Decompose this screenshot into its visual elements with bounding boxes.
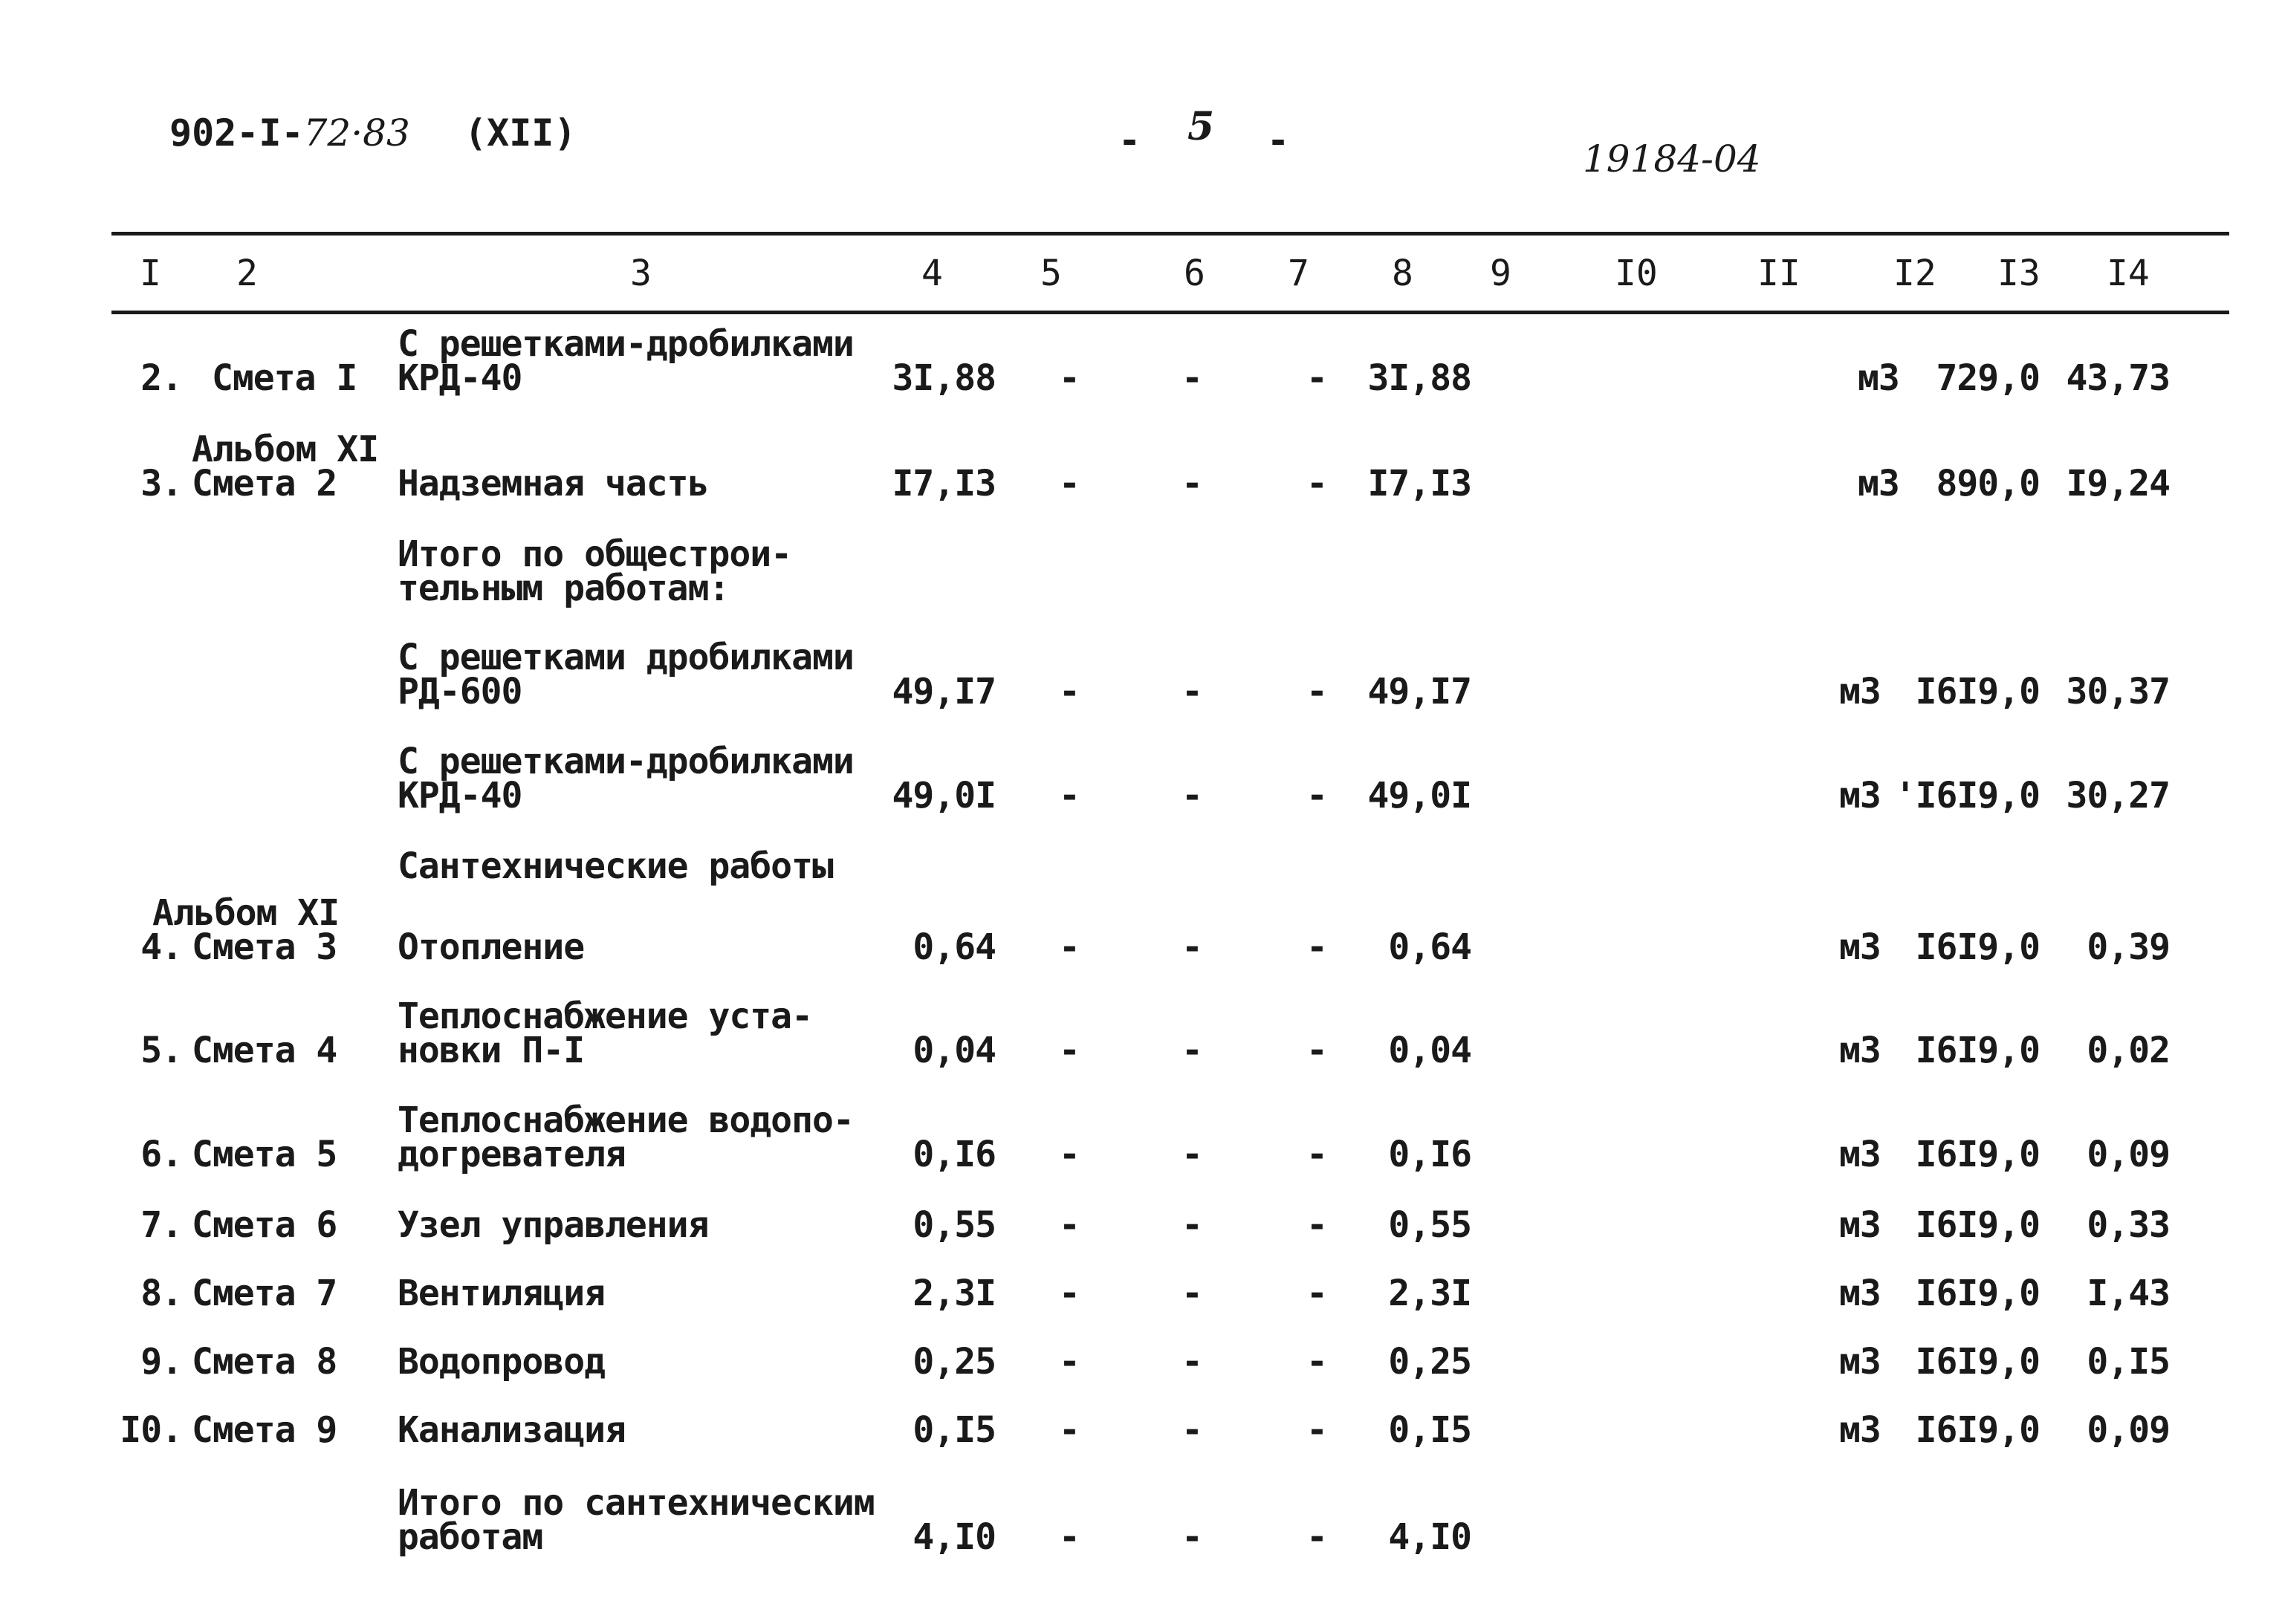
row-number: 6. — [140, 1134, 182, 1175]
work-description: Отопление — [398, 926, 585, 968]
unit-col-12: м3 — [1858, 463, 1899, 504]
row-number: 4. — [140, 926, 182, 968]
work-description-cont: тельным работам: — [398, 568, 730, 609]
value-col-7: - — [1306, 1134, 1327, 1175]
work-description: Итого по общестрои- — [398, 533, 792, 575]
value-col-6: - — [1181, 463, 1202, 504]
column-header-12: I2 — [1893, 253, 1936, 294]
unit-col-12: м3 — [1839, 1409, 1881, 1451]
document-code-printed: 902-I- — [169, 111, 304, 155]
value-col-8: 0,I6 — [1388, 1134, 1471, 1175]
volume-col-13: I6I9,0 — [1915, 1273, 2040, 1314]
value-col-7: - — [1306, 1516, 1327, 1558]
work-description: С решетками-дробилками — [398, 323, 854, 365]
value-col-5: - — [1059, 357, 1080, 399]
table-top-rule — [111, 232, 2229, 236]
value-col-8: 0,I5 — [1388, 1409, 1471, 1451]
value-col-7: - — [1306, 1204, 1327, 1246]
row-number: 2. — [140, 357, 182, 399]
unit-col-12: м3 — [1839, 1134, 1881, 1175]
value-col-7: - — [1306, 463, 1327, 504]
value-col-4: 0,64 — [913, 926, 996, 968]
album-reference: Альбом XI — [152, 892, 340, 934]
estimate-reference: Смета 4 — [192, 1030, 337, 1071]
value-col-6: - — [1181, 1409, 1202, 1451]
work-description: Узел управления — [398, 1204, 709, 1246]
volume-col-13: I6I9,0 — [1915, 1409, 2040, 1451]
value-col-7: - — [1306, 1409, 1327, 1451]
value-col-4: 49,I7 — [892, 671, 996, 712]
volume-col-13: 890,0 — [1936, 463, 2040, 504]
column-header-6: 6 — [1184, 253, 1205, 294]
value-col-4: 4,I0 — [913, 1516, 996, 1558]
column-header-10: I0 — [1615, 253, 1658, 294]
work-description-cont: РД-600 — [398, 671, 522, 712]
volume-col-13: I6I9,0 — [1915, 926, 2040, 968]
value-col-7: - — [1306, 1341, 1327, 1383]
value-col-8: 0,25 — [1388, 1341, 1471, 1383]
value-col-14: 0,09 — [2087, 1409, 2170, 1451]
work-description-cont: работам — [398, 1516, 543, 1558]
value-col-14: 0,39 — [2087, 926, 2170, 968]
work-description-cont: догревателя — [398, 1134, 626, 1175]
value-col-6: - — [1181, 357, 1202, 399]
value-col-5: - — [1059, 926, 1080, 968]
row-number: 9. — [140, 1341, 182, 1383]
row-number: 7. — [140, 1204, 182, 1246]
value-col-6: - — [1181, 1516, 1202, 1558]
page-dash-right: - — [1267, 119, 1290, 162]
row-number: 8. — [140, 1273, 182, 1314]
work-description: Итого по сантехническим — [398, 1482, 875, 1524]
unit-col-12: м3 — [1839, 671, 1881, 712]
volume-col-13: I6I9,0 — [1915, 671, 2040, 712]
value-col-14: 0,33 — [2087, 1204, 2170, 1246]
value-col-5: - — [1059, 1341, 1080, 1383]
row-number: 5. — [140, 1030, 182, 1071]
page-dash-left: - — [1118, 119, 1141, 162]
volume-col-13: 729,0 — [1936, 357, 2040, 399]
value-col-14: 0,09 — [2087, 1134, 2170, 1175]
value-col-8: 0,64 — [1388, 926, 1471, 968]
value-col-14: I9,24 — [2066, 463, 2170, 504]
document-code — [169, 111, 410, 155]
work-description: Надземная часть — [398, 463, 709, 504]
column-header-7: 7 — [1288, 253, 1309, 294]
work-description-cont: КРД-40 — [398, 357, 522, 399]
value-col-4: 0,04 — [913, 1030, 996, 1071]
value-col-8: 2,3I — [1388, 1273, 1471, 1314]
volume-col-13: I6I9,0 — [1915, 1030, 2040, 1071]
value-col-7: - — [1306, 926, 1327, 968]
estimate-reference: Смета I — [212, 357, 357, 399]
work-description-cont: КРД-40 — [398, 775, 522, 816]
value-col-4: 49,0I — [892, 775, 996, 816]
value-col-6: - — [1181, 775, 1202, 816]
value-col-14: 0,02 — [2087, 1030, 2170, 1071]
value-col-8: 0,04 — [1388, 1030, 1471, 1071]
column-header-4: 4 — [921, 253, 943, 294]
value-col-5: - — [1059, 671, 1080, 712]
table-header-rule — [111, 311, 2229, 314]
column-header-11: II — [1757, 253, 1800, 294]
inventory-number: 19184-04 — [1583, 137, 1761, 181]
column-header-13: I3 — [1997, 253, 2040, 294]
value-col-7: - — [1306, 775, 1327, 816]
unit-col-12: м3 — [1839, 1341, 1881, 1383]
value-col-5: - — [1059, 1204, 1080, 1246]
value-col-14: 43,73 — [2066, 357, 2170, 399]
value-col-5: - — [1059, 1273, 1080, 1314]
volume-col-13: I6I9,0 — [1915, 1134, 2040, 1175]
column-header-14: I4 — [2107, 253, 2150, 294]
value-col-4: 0,I5 — [913, 1409, 996, 1451]
work-description: Водопровод — [398, 1341, 605, 1383]
value-col-5: - — [1059, 775, 1080, 816]
unit-col-12: м3 — [1839, 926, 1881, 968]
column-header-1: I — [140, 253, 161, 294]
value-col-6: - — [1181, 1341, 1202, 1383]
value-col-14: 30,27 — [2066, 775, 2170, 816]
work-description-cont: новки П-I — [398, 1030, 585, 1071]
value-col-7: - — [1306, 671, 1327, 712]
value-col-4: 0,I6 — [913, 1134, 996, 1175]
value-col-5: - — [1059, 1516, 1080, 1558]
value-col-7: - — [1306, 1273, 1327, 1314]
estimate-reference: Смета 3 — [192, 926, 337, 968]
estimate-reference: Смета 6 — [192, 1204, 337, 1246]
value-col-4: 2,3I — [913, 1273, 996, 1314]
volume-col-13: I6I9,0 — [1915, 1204, 2040, 1246]
unit-col-12: м3 — [1839, 1273, 1881, 1314]
document-code-handwritten: 72·83 — [303, 111, 410, 155]
unit-col-12: м3 — [1858, 357, 1899, 399]
value-col-8: 49,0I — [1367, 775, 1471, 816]
unit-col-12: м3 — [1839, 1204, 1881, 1246]
section-number: (XII) — [464, 111, 577, 155]
volume-col-13: 'I6I9,0 — [1894, 775, 2040, 816]
column-header-9: 9 — [1490, 253, 1511, 294]
value-col-6: - — [1181, 1134, 1202, 1175]
estimate-reference: Смета 9 — [192, 1409, 337, 1451]
column-header-8: 8 — [1392, 253, 1413, 294]
value-col-6: - — [1181, 1273, 1202, 1314]
value-col-8: I7,I3 — [1367, 463, 1471, 504]
estimate-reference: Смета 2 — [192, 463, 337, 504]
value-col-6: - — [1181, 671, 1202, 712]
value-col-8: 3I,88 — [1367, 357, 1471, 399]
value-col-7: - — [1306, 357, 1327, 399]
value-col-6: - — [1181, 926, 1202, 968]
unit-col-12: м3 — [1839, 1030, 1881, 1071]
album-reference: Альбом XI — [192, 429, 379, 470]
work-description: Теплоснабжение уста- — [398, 995, 812, 1037]
estimate-reference: Смета 5 — [192, 1134, 337, 1175]
volume-col-13: I6I9,0 — [1915, 1341, 2040, 1383]
work-description: Теплоснабжение водопо- — [398, 1100, 854, 1141]
value-col-4: 3I,88 — [892, 357, 996, 399]
value-col-5: - — [1059, 463, 1080, 504]
value-col-4: 0,25 — [913, 1341, 996, 1383]
work-description: С решетками-дробилками — [398, 741, 854, 782]
work-description: С решетками дробилками — [398, 637, 854, 678]
row-number: I0. — [120, 1409, 182, 1451]
column-header-3: 3 — [630, 253, 652, 294]
page-number: 5 — [1187, 104, 1215, 149]
row-number: 3. — [140, 463, 182, 504]
value-col-7: - — [1306, 1030, 1327, 1071]
value-col-5: - — [1059, 1030, 1080, 1071]
value-col-8: 4,I0 — [1388, 1516, 1471, 1558]
estimate-reference: Смета 8 — [192, 1341, 337, 1383]
work-description: Сантехнические работы — [398, 845, 833, 887]
value-col-14: 0,I5 — [2087, 1341, 2170, 1383]
work-description: Вентиляция — [398, 1273, 605, 1314]
value-col-5: - — [1059, 1134, 1080, 1175]
value-col-5: - — [1059, 1409, 1080, 1451]
unit-col-12: м3 — [1839, 775, 1881, 816]
value-col-6: - — [1181, 1030, 1202, 1071]
work-description: Канализация — [398, 1409, 626, 1451]
value-col-4: I7,I3 — [892, 463, 996, 504]
value-col-6: - — [1181, 1204, 1202, 1246]
value-col-8: 49,I7 — [1367, 671, 1471, 712]
value-col-14: 30,37 — [2066, 671, 2170, 712]
column-header-5: 5 — [1040, 253, 1062, 294]
value-col-8: 0,55 — [1388, 1204, 1471, 1246]
value-col-4: 0,55 — [913, 1204, 996, 1246]
column-header-2: 2 — [236, 253, 258, 294]
estimate-reference: Смета 7 — [192, 1273, 337, 1314]
value-col-14: I,43 — [2087, 1273, 2170, 1314]
